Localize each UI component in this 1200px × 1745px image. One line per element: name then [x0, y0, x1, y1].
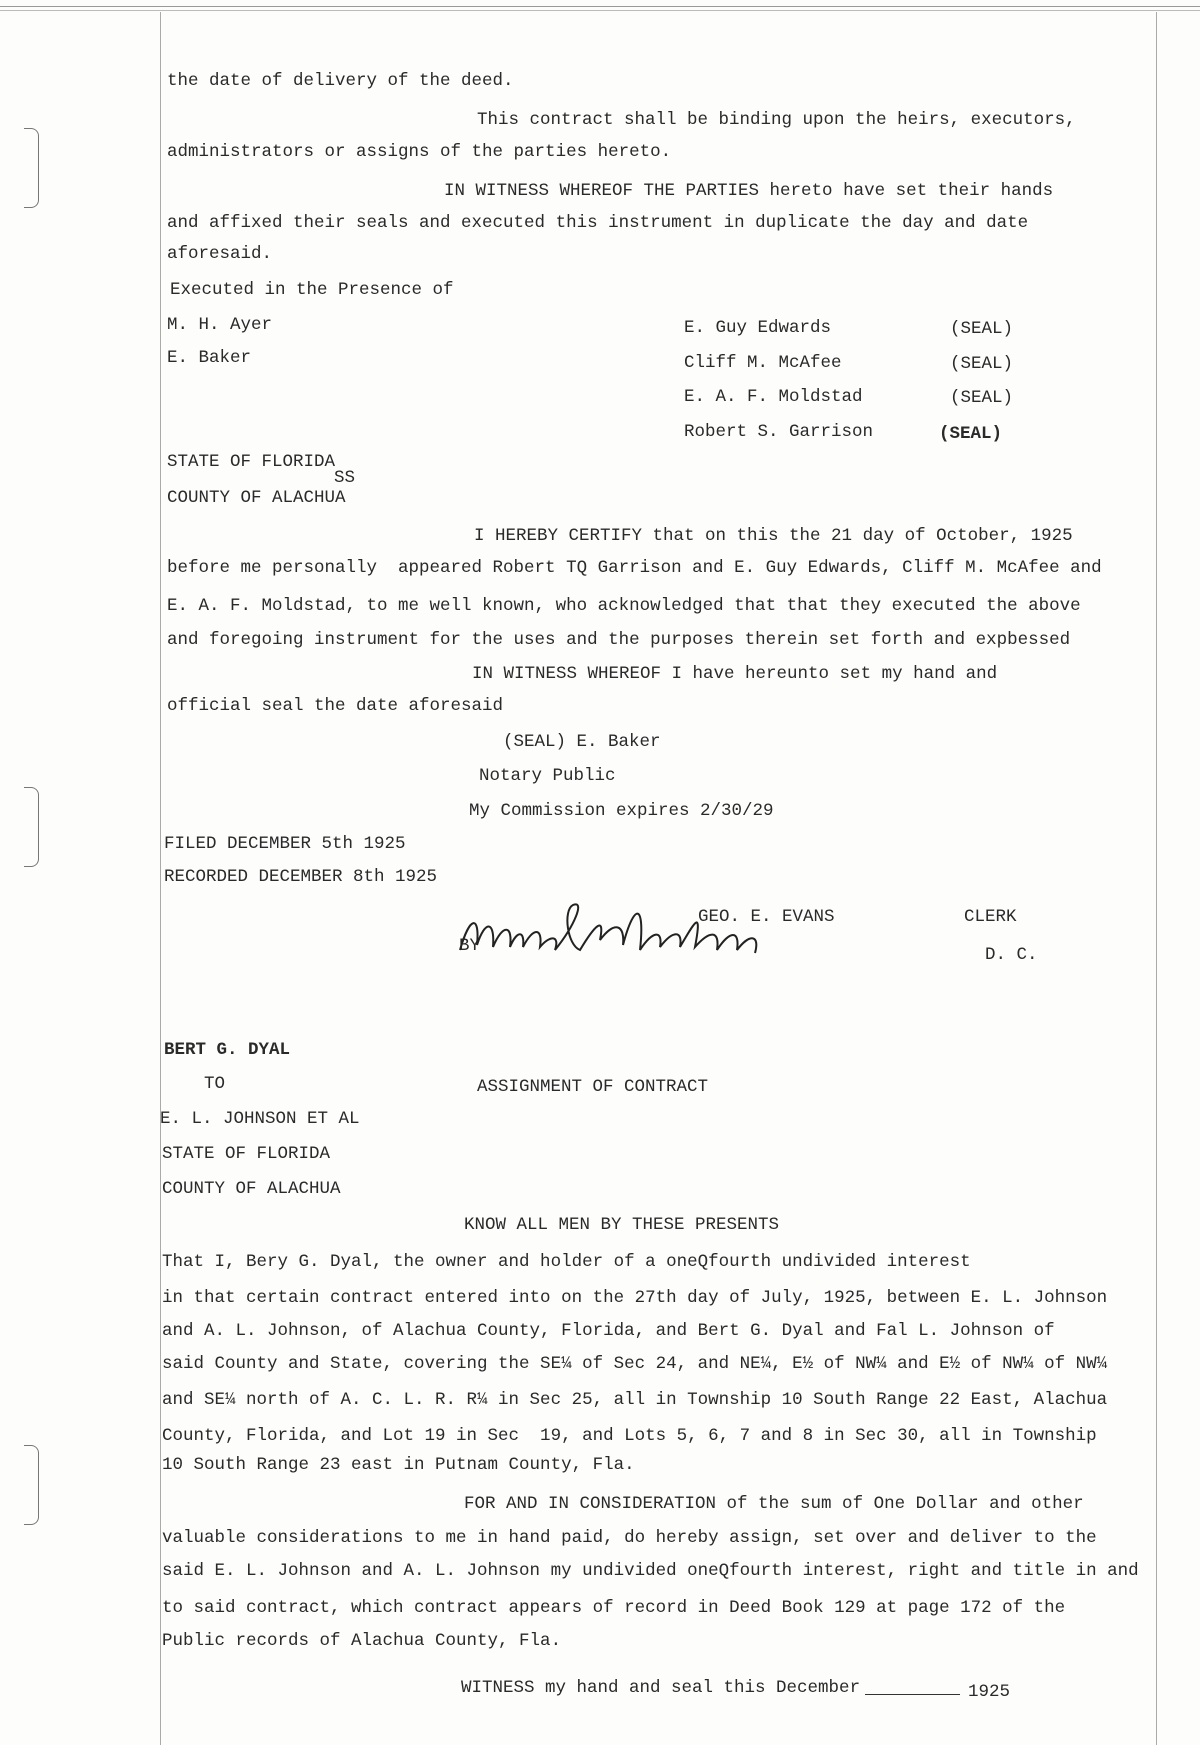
- text-line: 10 South Range 23 east in Putnam County, Fla.: [162, 1455, 635, 1475]
- to-label: TO: [204, 1074, 226, 1094]
- document-title: ASSIGNMENT OF CONTRACT: [477, 1077, 709, 1097]
- text-line: I HEREBY CERTIFY that on this the 21 day of October, 1925: [474, 526, 1073, 546]
- text-line: aforesaid.: [167, 244, 273, 264]
- signatory-name: Cliff M. McAfee: [684, 353, 842, 373]
- venue-county: COUNTY OF ALACHUA: [162, 1179, 341, 1199]
- notary-signature: (SEAL) E. Baker: [503, 732, 661, 752]
- text-line: IN WITNESS WHEREOF I have hereunto set my hand and: [472, 664, 998, 684]
- text-line: said E. L. Johnson and A. L. Johnson my undivided oneQfourth interest, right and title in and: [162, 1561, 1139, 1581]
- binder-hole: [24, 1445, 39, 1525]
- text-line: and SE¼ north of A. C. L. R. R¼ in Sec 25, all in Township 10 South Range 22 East, Alachua: [162, 1390, 1108, 1410]
- text-line: in that certain contract entered into on the 27th day of July, 1925, between E. L. Johnson: [162, 1288, 1108, 1308]
- text-line: valuable considerations to me in hand paid, do hereby assign, set over and deliver to the: [162, 1528, 1097, 1548]
- binder-hole: [24, 787, 39, 867]
- signatory-name: E. Guy Edwards: [684, 318, 832, 338]
- seal-label: (SEAL): [939, 424, 1003, 444]
- notary-commission: My Commission expires 2/30/29: [469, 801, 774, 821]
- text-line: FOR AND IN CONSIDERATION of the sum of One Dollar and other: [464, 1494, 1084, 1514]
- filed-date: FILED DECEMBER 5th 1925: [164, 834, 406, 854]
- text-line: and affixed their seals and executed this instrument in duplicate the day and date: [167, 213, 1029, 233]
- clerk-name: GEO. E. EVANS: [698, 907, 835, 927]
- binder-hole: [24, 128, 39, 208]
- clerk-label: CLERK: [964, 907, 1017, 927]
- executed-presence-label: Executed in the Presence of: [170, 280, 454, 300]
- venue-ss: SS: [334, 468, 356, 488]
- assignee-name: E. L. JOHNSON ET AL: [160, 1109, 360, 1129]
- text-line: to said contract, which contract appears of record in Deed Book 129 at page 172 of the: [162, 1598, 1066, 1618]
- text-line: Public records of Alachua County, Fla.: [162, 1631, 562, 1651]
- venue-county: COUNTY OF ALACHUA: [167, 488, 346, 508]
- text-line: said County and State, covering the SE¼ of Sec 24, and NE¼, E½ of NW¼ and E½ of NW¼ of NW¼: [162, 1354, 1108, 1374]
- witness-clause: WITNESS my hand and seal this December: [461, 1678, 861, 1698]
- right-margin-line: [1156, 12, 1157, 1745]
- deputy-clerk-label: D. C.: [985, 945, 1038, 965]
- seal-label: (SEAL): [950, 388, 1014, 408]
- intro-heading: KNOW ALL MEN BY THESE PRESENTS: [464, 1215, 780, 1235]
- text-line: E. A. F. Moldstad, to me well known, who acknowledged that that they executed the above: [167, 596, 1081, 616]
- blank-date-line: [865, 1694, 960, 1695]
- assignor-name: BERT G. DYAL: [164, 1040, 291, 1060]
- seal-label: (SEAL): [950, 319, 1014, 339]
- handwritten-signature: [455, 895, 825, 975]
- seal-label: (SEAL): [950, 354, 1014, 374]
- page-top-border: [0, 6, 1200, 11]
- recorded-date: RECORDED DECEMBER 8th 1925: [164, 867, 438, 887]
- venue-state: STATE OF FLORIDA: [162, 1144, 331, 1164]
- text-line: before me personally appeared Robert TQ Garrison and E. Guy Edwards, Cliff M. McAfee and: [167, 558, 1102, 578]
- text-line: the date of delivery of the deed.: [167, 71, 514, 91]
- text-line: administrators or assigns of the parties hereto.: [167, 142, 672, 162]
- text-line: and A. L. Johnson, of Alachua County, Florida, and Bert G. Dyal and Fal L. Johnson of: [162, 1321, 1055, 1341]
- text-line: and foregoing instrument for the uses and the purposes therein set forth and expbessed: [167, 630, 1071, 650]
- witness-name: M. H. Ayer: [167, 315, 273, 335]
- witness-year: 1925: [968, 1682, 1011, 1702]
- by-label: BY: [459, 936, 481, 956]
- text-line: This contract shall be binding upon the heirs, executors,: [477, 110, 1076, 130]
- signatory-name: Robert S. Garrison: [684, 422, 874, 442]
- venue-state: STATE OF FLORIDA: [167, 452, 336, 472]
- witness-name: E. Baker: [167, 348, 252, 368]
- text-line: That I, Bery G. Dyal, the owner and holder of a oneQfourth undivided interest: [162, 1252, 971, 1272]
- text-line: County, Florida, and Lot 19 in Sec 19, and Lots 5, 6, 7 and 8 in Sec 30, all in Township: [162, 1426, 1097, 1446]
- left-margin-line: [160, 12, 161, 1745]
- notary-title: Notary Public: [479, 766, 616, 786]
- signatory-name: E. A. F. Moldstad: [684, 387, 863, 407]
- text-line: IN WITNESS WHEREOF THE PARTIES hereto have set their hands: [444, 181, 1054, 201]
- text-line: official seal the date aforesaid: [167, 696, 504, 716]
